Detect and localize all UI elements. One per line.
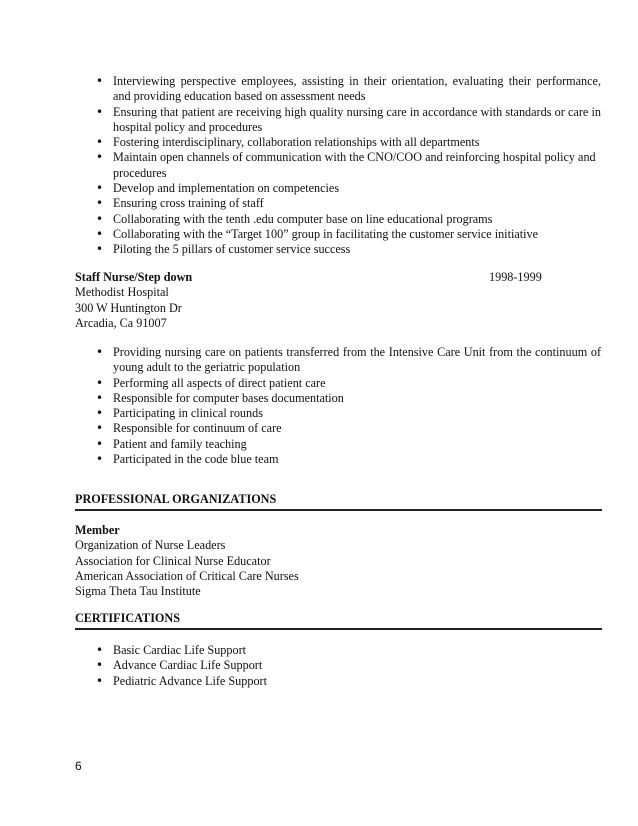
list-item: [96, 437, 601, 452]
list-item: [96, 135, 601, 150]
list-item: [96, 181, 601, 196]
organization-item: Association for Clinical Nurse Educator: [75, 553, 271, 568]
list-item-text: Responsible for computer bases documentation: [113, 390, 344, 405]
list-item: [96, 196, 601, 211]
list-item: [96, 345, 601, 376]
organization-item: Sigma Theta Tau Institute: [75, 584, 201, 599]
responsibilities-list: [96, 74, 601, 258]
list-item-text: Fostering interdisciplinary, collaboration relationships with all departments: [113, 135, 480, 150]
list-item-text: Patient and family teaching: [113, 436, 247, 451]
list-item-text: Ensuring cross training of staff: [113, 196, 264, 211]
list-item: [96, 406, 601, 421]
employer-address-line1: 300 W Huntington Dr: [75, 300, 182, 315]
list-item-text: Collaborating with the tenth .edu computer base on line educational programs: [113, 211, 493, 226]
organizations-heading: PROFESSIONAL ORGANIZATIONS: [75, 492, 602, 511]
list-item-text: Performing all aspects of direct patient care: [113, 375, 326, 390]
job-header: [75, 270, 605, 285]
list-item-text: Responsible for continuum of care: [113, 421, 282, 436]
list-item-text: Interviewing perspective employees, assisting in their orientation, evaluating their performance, and providing education based on assessment needs: [113, 74, 601, 104]
list-item: [96, 376, 601, 391]
list-item-text: Participating in clinical rounds: [113, 406, 263, 421]
organization-item: Organization of Nurse Leaders: [75, 538, 226, 553]
list-item-text: Participated in the code blue team: [113, 452, 279, 467]
list-item-text: Collaborating with the “Target 100” group in facilitating the customer service initiative: [113, 226, 539, 241]
list-item-text: Maintain open channels of communication with the CNO/COO and reinforcing hospital policy and procedures: [113, 150, 596, 180]
list-item-text: Develop and implementation on competencies: [113, 181, 340, 196]
list-item-text: Basic Cardiac Life Support: [113, 643, 247, 657]
list-item-text: Pediatric Advance Life Support: [113, 673, 267, 688]
list-item: [96, 391, 601, 406]
organization-item: American Association of Critical Care Nurses: [75, 568, 299, 583]
employer-name: Methodist Hospital: [75, 285, 169, 300]
list-item: [96, 674, 601, 689]
job-title: Staff Nurse/Step down: [75, 270, 193, 284]
job-entry: [75, 270, 605, 331]
list-item-text: Ensuring that patient are receiving high quality nursing care in accordance with standards or care in hospital policy and procedures: [113, 104, 601, 134]
member-label: Member: [75, 523, 120, 537]
employer-address-line2: Arcadia, Ca 91007: [75, 315, 167, 330]
list-item: [96, 150, 601, 181]
list-item: [96, 242, 601, 257]
page-number: 6: [75, 759, 82, 773]
list-item-text: Providing nursing care on patients transferred from the Intensive Care Unit from the continuum of young adult to the geriatric population: [113, 345, 601, 375]
certifications-list: [96, 643, 601, 689]
list-item: [96, 658, 601, 673]
list-item-text: Advance Cardiac Life Support: [113, 658, 263, 673]
list-item: [96, 227, 601, 242]
list-item-text: Piloting the 5 pillars of customer service success: [113, 242, 351, 257]
job-dates: 1998-1999: [489, 270, 542, 284]
organizations-block: [75, 523, 475, 599]
list-item: [96, 643, 601, 658]
list-item: [96, 74, 601, 105]
list-item: [96, 421, 601, 436]
job-duties-list: [96, 345, 601, 467]
list-item: [96, 105, 601, 136]
list-item: [96, 452, 601, 467]
list-item: [96, 212, 601, 227]
certifications-heading: CERTIFICATIONS: [75, 611, 602, 630]
